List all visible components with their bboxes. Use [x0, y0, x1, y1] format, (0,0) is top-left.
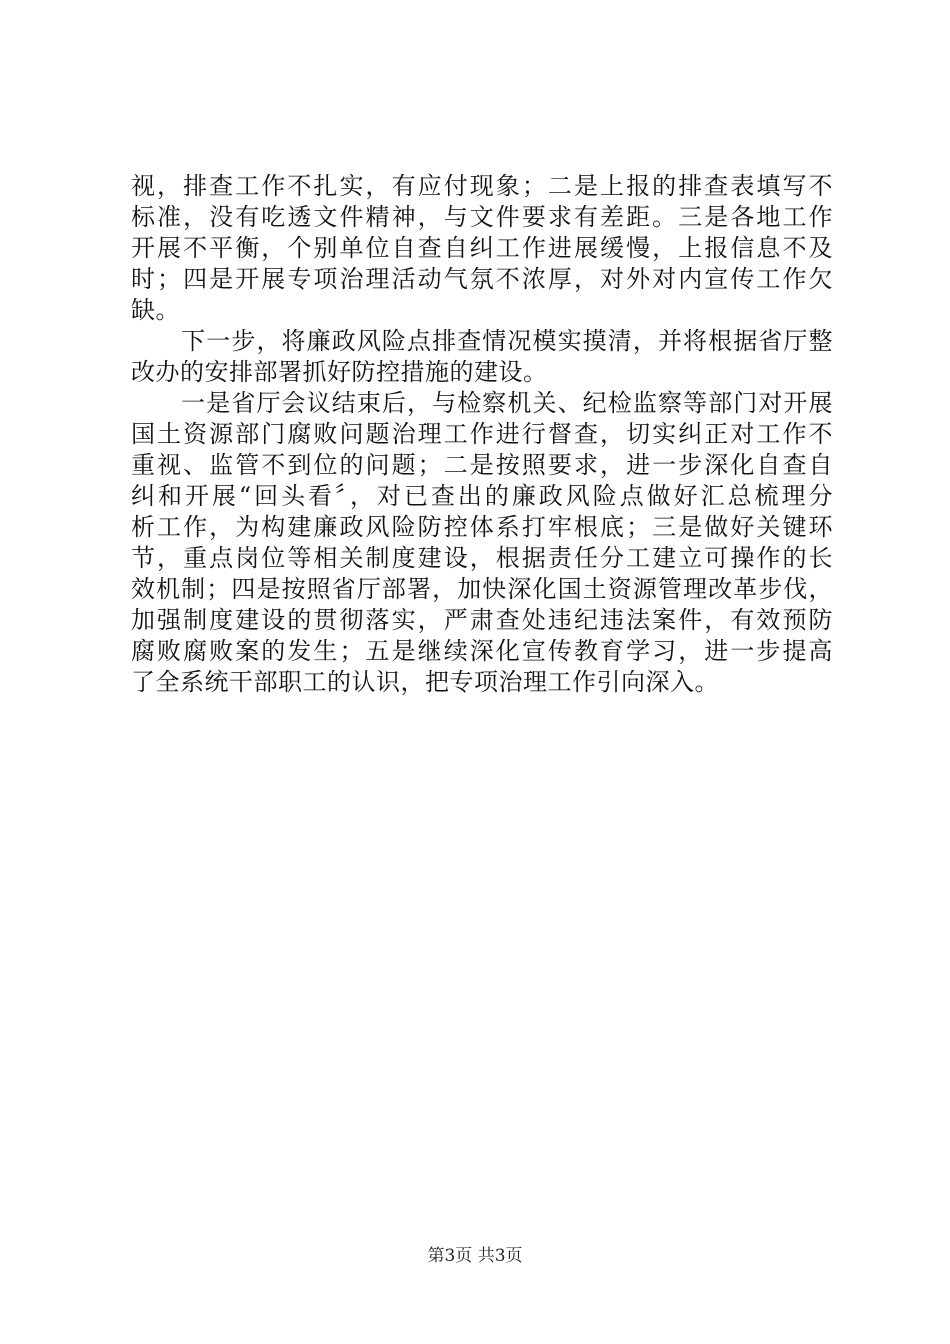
- text-line: 重视、监管不到位的问题；二是按照要求，进一步深化自查自: [131, 451, 833, 479]
- text-line: 效机制；四是按照省厅部署，加快深化国土资源管理改革步伐，: [131, 575, 833, 603]
- text-line: 标准，没有吃透文件精神，与文件要求有差距。三是各地工作: [131, 203, 833, 231]
- text-line: 改办的安排部署抓好防控措施的建设。: [131, 358, 548, 386]
- paragraph: [131, 388, 833, 698]
- document-body: [131, 171, 833, 698]
- text-line: 一是省厅会议结束后，与检察机关、纪检监察等部门对开展: [131, 389, 833, 417]
- text-line: 了全系统干部职工的认识，把专项治理工作引向深入。: [131, 668, 719, 696]
- text-line: 国土资源部门腐败问题治理工作进行督查，切实纠正对工作不: [131, 420, 833, 448]
- text-line: 视，排查工作不扎实，有应付现象；二是上报的排查表填写不: [131, 172, 833, 200]
- text-line: 节，重点岗位等相关制度建设，根据责任分工建立可操作的长: [131, 544, 833, 572]
- page-number-footer: 第3页 共3页: [427, 1246, 523, 1266]
- text-line: 析工作，为构建廉政风险防控体系打牢根底；三是做好关键环: [131, 513, 833, 541]
- text-line: 时；四是开展专项治理活动气氛不浓厚，对外对内宣传工作欠: [131, 265, 833, 293]
- text-line: 下一步，将廉政风险点排查情况模实摸清，并将根据省厅整: [131, 327, 833, 355]
- text-line: 加强制度建设的贯彻落实，严肃查处违纪违法案件，有效预防: [131, 606, 833, 634]
- text-line: 腐败腐败案的发生；五是继续深化宣传教育学习，进一步提高: [131, 637, 833, 665]
- text-line: 开展不平衡，个别单位自查自纠工作进展缓慢，上报信息不及: [131, 234, 833, 262]
- text-line: 缺。: [131, 296, 180, 324]
- text-line: 纠和开展“回头看〞，对已查出的廉政风险点做好汇总梳理分: [131, 482, 833, 510]
- paragraph: [131, 326, 833, 388]
- paragraph: [131, 171, 833, 326]
